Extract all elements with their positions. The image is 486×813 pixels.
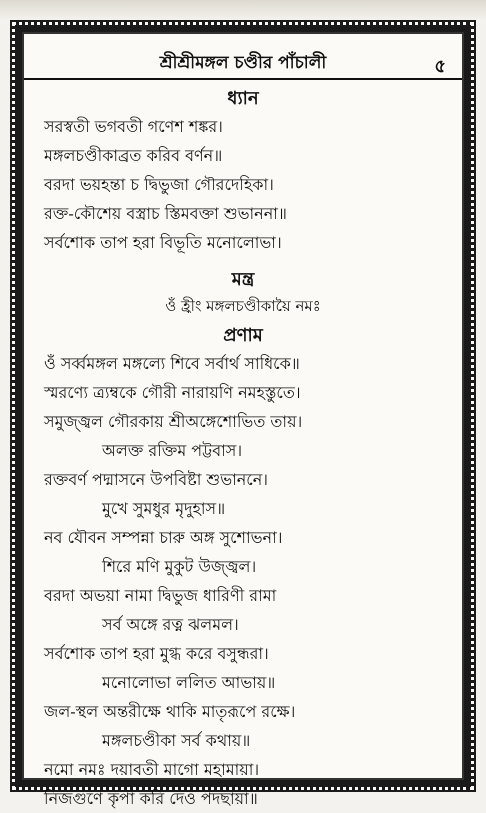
- text-body: [30, 86, 456, 813]
- page-edge: [0, 0, 486, 20]
- dhyan-line: রক্ত-কৌশেয় বস্ত্রাচ স্তিমবক্তা শুভাননা॥: [44, 204, 287, 223]
- page-number: ৫: [434, 56, 446, 77]
- dhyan-line: বরদা ভয়হন্তা চ দ্বিভুজা গৌরদেহিকা।: [44, 175, 274, 194]
- pranam-line: সর্ব অঙ্গে রত্ন ঝলমল।: [102, 615, 239, 634]
- pranam-line: রক্তবর্ণ পদ্মাসনে উপবিষ্টা শুভাননে।: [44, 470, 269, 489]
- pranam-line: ওঁ সর্ব্বমঙ্গল মঙ্গল্যে শিবে সর্বার্থ সাধিকে॥: [44, 354, 300, 373]
- pranam-heading: প্রণাম: [223, 325, 263, 346]
- dhyan-line: মঙ্গলচণ্ডীকাব্রত করিব বর্ণন॥: [44, 146, 223, 165]
- pranam-line: নব যৌবন সম্পন্না চারু অঙ্গ সুশোভনা।: [44, 528, 283, 547]
- pranam-line: নমো নমঃ দয়াবতী মাগো মহামায়া।: [44, 760, 260, 779]
- pranam-line: মঙ্গলচণ্ডীকা সর্ব কথায়॥: [102, 731, 251, 750]
- pranam-line: জল-স্থল অন্তরীক্ষে থাকি মাতৃরূপে রক্ষে।: [44, 702, 296, 721]
- running-header: [22, 50, 464, 80]
- pranam-line: নিজগুণে কৃপা করি দেও পদছায়া॥: [44, 789, 258, 808]
- pranam-line: অলক্ত রক্তিম পট্টবাস।: [102, 441, 243, 460]
- pranam-line: শিরে মণি মুকুট উজ্জ্বল।: [102, 557, 257, 576]
- pranam-line: সমুজ্জ্বল গৌরকায় শ্রীঅঙ্গেশোভিত তায়।: [44, 412, 303, 431]
- dhyan-line: সর্বশোক তাপ হরা বিভূতি মনোলোভা।: [44, 233, 282, 252]
- pranam-line: সর্বশোক তাপ হরা মুগ্ধ করে বসুন্ধরা।: [44, 644, 269, 663]
- book-title: শ্রীশ্রীমঙ্গল চণ্ডীর পাঁচালী: [159, 53, 327, 73]
- decorative-border-frame: [10, 20, 476, 808]
- mantra-text: ওঁ হ্রীং মঙ্গলচণ্ডীকায়ৈ নমঃ: [165, 297, 321, 315]
- pranam-line: মনোলোভা ললিত আভায়॥: [102, 673, 276, 692]
- mantra-heading: মন্ত্র: [231, 269, 255, 290]
- dhyan-line: সরস্বতী ভগবতী গণেশ শঙ্কর।: [44, 117, 223, 136]
- pranam-line: মুখে সুমধুর মৃদুহাস॥: [102, 499, 226, 518]
- pranam-line: বরদা অভয়া নামা দ্বিভুজ ধারিণী রামা: [44, 586, 277, 605]
- pranam-line: স্মরণ্যে ত্র্যম্বকে গৌরী নারায়ণি নমহস্তুতে।: [44, 383, 301, 402]
- dhyan-heading: ধ্যান: [227, 88, 259, 109]
